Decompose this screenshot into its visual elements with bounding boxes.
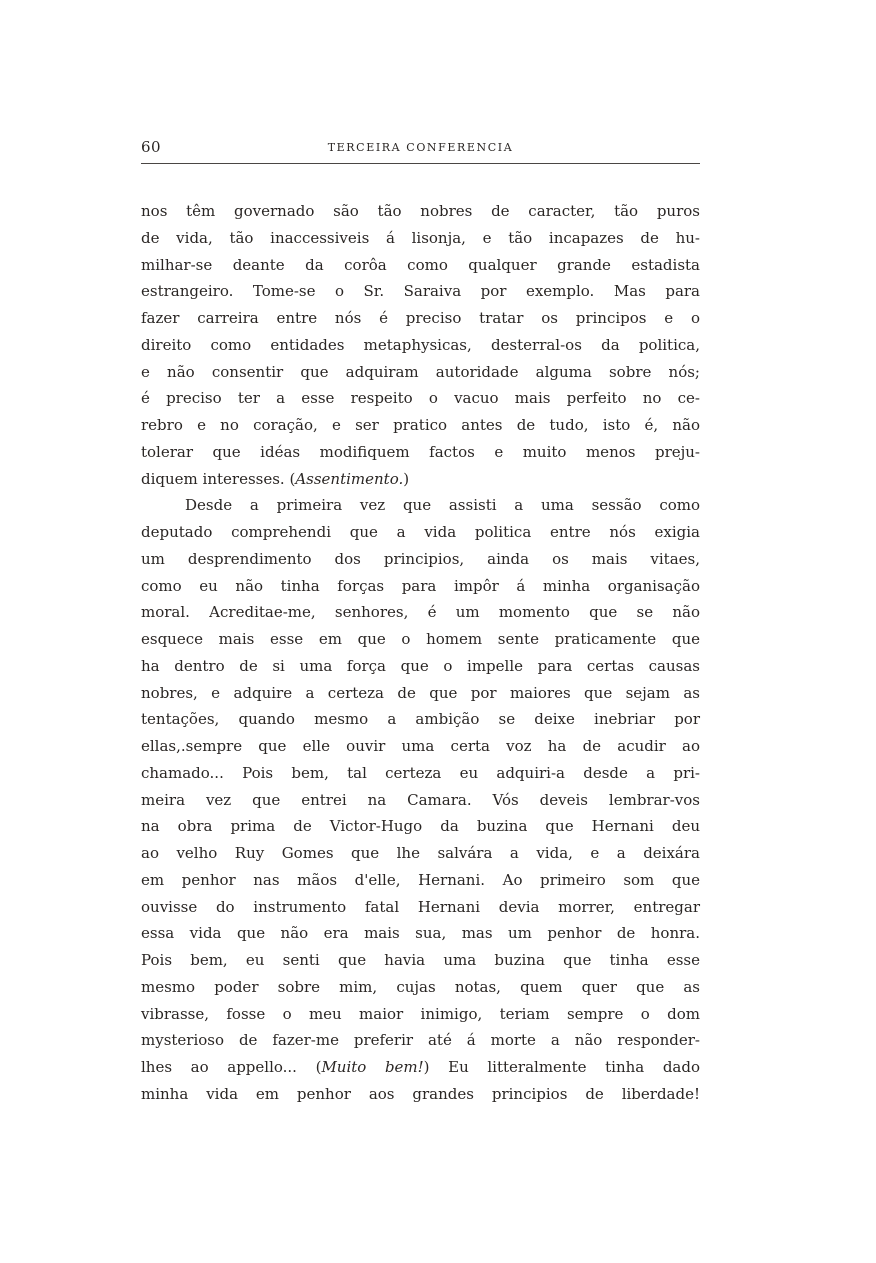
text-segment: nos têm governado são tão nobres de caracter, tão puros <box>141 202 700 220</box>
text-segment: ouvisse do instrumento fatal Hernani devia morrer, entregar <box>141 897 700 916</box>
text-segment: ) Eu litteralmente tinha dado <box>423 1058 701 1076</box>
text-segment: lhes ao appello... ( <box>141 1058 322 1076</box>
text-segment: deputado comprehendi que a vida politica entre nós exigia <box>141 523 700 541</box>
text-segment: esquece mais esse em que o homem sente praticamente que <box>141 630 700 648</box>
text-segment: vibrasse, fosse o meu maior inimigo, teriam sempre o dom <box>141 1004 700 1023</box>
italic-aside: Assentimento. <box>295 469 404 488</box>
text-line <box>141 573 700 600</box>
text-line <box>141 519 700 546</box>
header-rule <box>141 163 700 164</box>
text-segment: como eu não tinha forças para impôr á minha organisação <box>141 576 700 595</box>
text-line <box>141 1027 700 1054</box>
text-line <box>141 278 700 305</box>
italic-aside: Muito bem! <box>321 1058 424 1076</box>
text-segment: moral. Acreditae-me, senhores, é um momento que se não <box>141 603 700 622</box>
text-segment: fazer carreira entre nós é preciso tratar os principos e o <box>141 309 700 327</box>
text-line <box>141 385 700 412</box>
text-line <box>141 653 700 680</box>
text-segment: é preciso ter a esse respeito o vacuo mais perfeito no ce- <box>141 389 700 408</box>
text-line <box>141 466 700 493</box>
text-segment: mysterioso de fazer-me preferir até á morte a não responder- <box>141 1031 700 1050</box>
text-line <box>141 974 700 1001</box>
text-line <box>141 706 700 733</box>
text-segment: diquem interesses. ( <box>141 469 296 488</box>
text-segment: nobres, e adquire a certeza de que por maiores que sejam as <box>141 683 700 702</box>
text-line <box>141 439 700 466</box>
text-segment: ao velho Ruy Gomes que lhe salvára a vida, e a deixára <box>141 844 700 862</box>
text-segment: e não consentir que adquiram autoridade alguma sobre nós; <box>141 362 700 381</box>
text-line <box>141 760 700 787</box>
text-segment: ha dentro de si uma força que o impelle para certas causas <box>141 656 700 675</box>
text-segment: na obra prima de Victor-Hugo da buzina que Hernani deu <box>141 817 700 836</box>
text-line <box>141 920 700 947</box>
text-line <box>141 305 700 332</box>
text-segment: em penhor nas mãos d'elle, Hernani. Ao primeiro som que <box>141 870 700 889</box>
text-line <box>141 894 700 921</box>
page-number: 60 <box>141 138 162 156</box>
text-line <box>141 680 700 707</box>
text-line <box>141 733 700 760</box>
text-segment: milhar-se deante da corôa como qualquer grande estadista <box>141 255 700 274</box>
text-line <box>141 332 700 359</box>
text-segment: direito como entidades metaphysicas, desterral-os da politica, <box>141 335 700 354</box>
text-segment: rebro e no coração, e ser pratico antes de tudo, isto é, não <box>141 416 700 434</box>
text-segment: tentações, quando mesmo a ambição se deixe inebriar por <box>141 710 700 729</box>
text-segment: ) <box>403 469 410 488</box>
body-text <box>141 198 700 1108</box>
text-line <box>141 198 700 225</box>
text-line <box>141 840 700 867</box>
text-line <box>141 867 700 894</box>
text-line <box>141 546 700 573</box>
text-line <box>141 252 700 279</box>
text-line <box>141 492 700 519</box>
text-line <box>141 947 700 974</box>
text-line <box>141 225 700 252</box>
text-segment: tolerar que idéas modifiquem factos e muito menos preju- <box>141 442 700 461</box>
text-segment: meira vez que entrei na Camara. Vós deveis lembrar-vos <box>141 790 700 809</box>
text-segment: mesmo poder sobre mim, cujas notas, quem quer que as <box>141 977 700 996</box>
text-segment: um desprendimento dos principios, ainda os mais vitaes, <box>141 549 700 568</box>
text-segment: chamado... Pois bem, tal certeza eu adquiri-a desde a pri- <box>141 763 700 782</box>
text-segment: Pois bem, eu senti que havia uma buzina que tinha esse <box>141 951 700 969</box>
page-header <box>141 136 700 158</box>
text-line <box>141 787 700 814</box>
running-head: TERCEIRA CONFERENCIA <box>327 141 514 154</box>
text-line <box>141 599 700 626</box>
text-line <box>141 412 700 439</box>
text-segment: essa vida que não era mais sua, mas um penhor de honra. <box>141 924 700 943</box>
text-segment: estrangeiro. Tome-se o Sr. Saraiva por exemplo. Mas para <box>141 282 700 301</box>
text-segment: Desde a primeira vez que assisti a uma sessão como <box>185 496 700 515</box>
text-line <box>141 813 700 840</box>
text-segment: de vida, tão inaccessiveis á lisonja, e tão incapazes de hu- <box>141 228 700 247</box>
text-line <box>141 626 700 653</box>
text-line <box>141 1001 700 1028</box>
text-line <box>141 1054 700 1081</box>
text-segment: minha vida em penhor aos grandes principios de liberdade! <box>141 1084 700 1103</box>
text-line <box>141 359 700 386</box>
text-segment: ellas,.sempre que elle ouvir uma certa voz ha de acudir ao <box>141 737 700 755</box>
text-line <box>141 1081 700 1108</box>
